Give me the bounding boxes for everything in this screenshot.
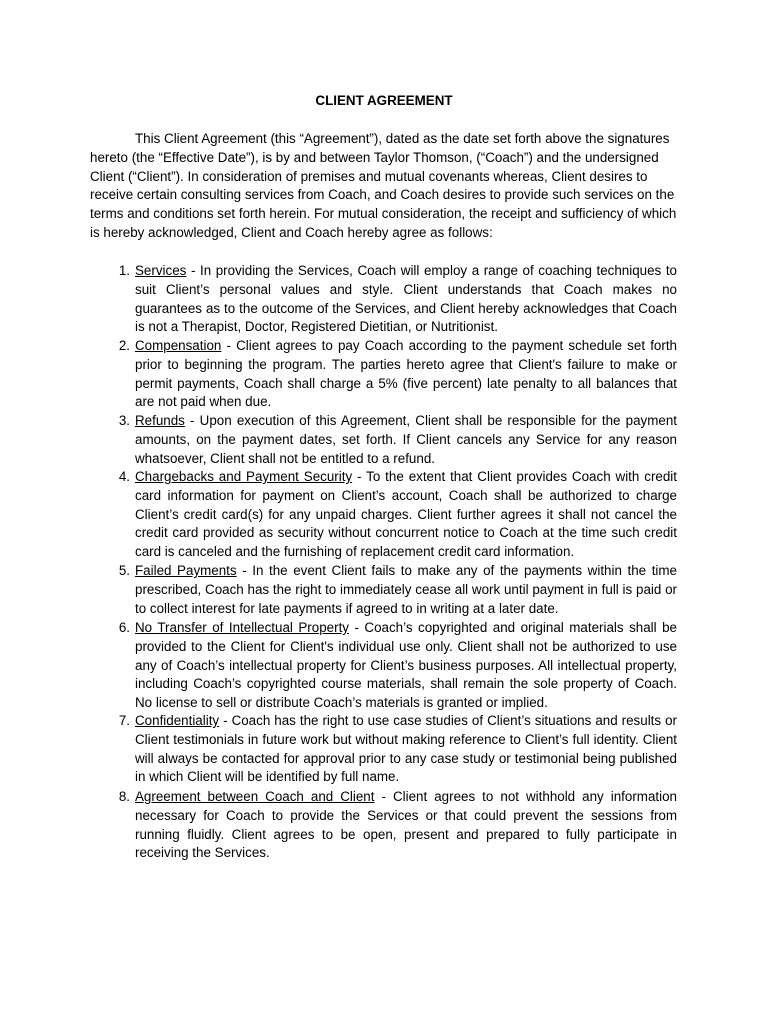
clause-number: 2. [118, 338, 130, 353]
clause-number: 1. [118, 263, 130, 278]
clause-body [135, 468, 677, 562]
clause-body [135, 788, 677, 863]
clause-text: - Coach has the right to use case studies of Client’s situations and results or Client testimonials in future work but without making reference to Client’s full identity. Client will always be contacted for approval prior to any case study or testimonial being published in which Client will be identified by full name. [135, 713, 677, 785]
clause-heading: Services [135, 263, 187, 278]
clause-body [135, 712, 677, 787]
clause-heading: No Transfer of Intellectual Property [135, 620, 349, 635]
clause-text: - To the extent that Client provides Coach with credit card information for payment on Client’s account, Coach shall be authorized to charge Client’s credit card(s) for any unpaid charges. Client further agrees it shall not cancel the credit card provided as security without concurrent notice to Coach at the time such credit card is canceled and the furnishing of replacement credit card information. [135, 469, 677, 560]
clause-body [135, 562, 677, 618]
clause-body [135, 412, 677, 468]
clause-text: - In the event Client fails to make any of the payments within the time prescribed, Coach has the right to immediately cease all work until payment in full is paid or to collect interest for late payments if agreed to in writing at a later date. [135, 563, 677, 616]
page-title: CLIENT AGREEMENT [315, 93, 453, 108]
clause-body [135, 262, 677, 337]
clause-heading: Compensation [135, 338, 222, 353]
clause-body [135, 619, 677, 713]
clause-heading: Confidentiality [135, 713, 220, 728]
clause-text: - Client agrees to pay Coach according to the payment schedule set forth prior to beginning the program. The parties hereto agree that Client's failure to make or permit payments, Coach shall charge a 5% (five percent) late penalty to all balances that are not paid when due. [135, 338, 677, 410]
clause-number: 3. [118, 413, 130, 428]
clause-text: - In providing the Services, Coach will employ a range of coaching techniques to suit Client’s personal values and style. Client understands that Coach makes no guarantees as to the outcome of the Services, and Client hereby acknowledges that Coach is not a Therapist, Doctor, Registered Dietitian, or Nutritionist. [135, 263, 677, 335]
clause-text: - Coach’s copyrighted and original materials shall be provided to the Client for Client's individual use only. Client shall not be authorized to use any of Coach’s intellectual property for Client’s business purposes. All intellectual property, including Coach’s copyrighted course materials, shall remain the sole property of Coach. No license to sell or distribute Coach’s materials is granted or implied. [135, 620, 677, 711]
clause-number: 8. [118, 789, 130, 804]
clause-number: 7. [118, 713, 130, 728]
clause-heading: Refunds [135, 413, 185, 428]
clause-heading: Agreement between Coach and Client [135, 789, 375, 804]
clause-number: 5. [118, 563, 130, 578]
intro-paragraph: This Client Agreement (this “Agreement”), dated as the date set forth above the signatures hereto (the “Effective Date”), is by and between Taylor Thomson, (“Coach”) and the undersigned Client (“Client”). In consideration of premises and mutual covenants whereas, Client desires to receive certain consulting services from Coach, and Coach desires to provide such services on the terms and conditions set forth herein. For mutual consideration, the receipt and sufficiency of which is hereby acknowledged, Client and Coach hereby agree as follows: [90, 131, 677, 240]
clause-text: - Upon execution of this Agreement, Client shall be responsible for the payment amounts, on the payment dates, set forth. If Client cancels any Service for any reason whatsoever, Client shall not be entitled to a refund. [135, 413, 677, 466]
clause-body [135, 337, 677, 412]
clause-number: 4. [118, 469, 130, 484]
clause-heading: Failed Payments [135, 563, 237, 578]
clause-number: 6. [118, 620, 130, 635]
clause-text: - Client agrees to not withhold any information necessary for Coach to provide the Services or that could prevent the sessions from running fluidly. Client agrees to be open, present and prepared to fully participate in receiving the Services. [135, 789, 677, 861]
clause-heading: Chargebacks and Payment Security [135, 469, 353, 484]
